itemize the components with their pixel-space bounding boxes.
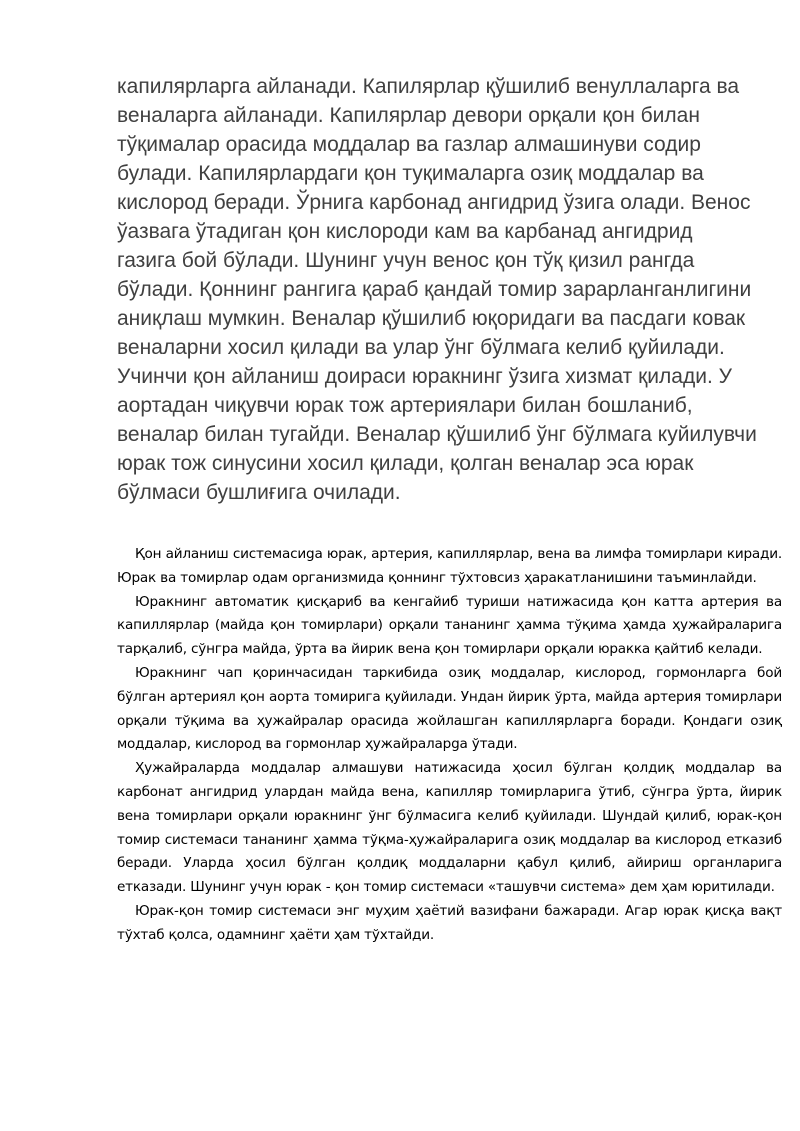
paragraph: Юракнинг чап қоринчасидан таркибида озиқ моддалар, кислород, гормонларга бой бўлган артериял қон аорта томирига қуйилади. Ундан йирик ўрта, майда артерия томирлари орқали тўқима ва ҳужайралар орасида жойлашган капиллярларга боради. Қондаги озиқ моддалар, кислород ва гормонлар ҳужайраларga ўтади. (117, 664, 782, 753)
paragraph: Қон айланиш системасиga юрак, артерия, капиллярлар, вена ва лимфа томирлари киради. Юрак ва томирлар одам организмида қоннинг тўхтовсиз ҳаракатланишини таъминлайди. (117, 546, 782, 586)
paragraph: Ҳужайраларда моддалар алмашуви натижасида ҳосил бўлган қолдиқ моддалар ва карбонат ангидрид улардан майда вена, капилляр томирларига ўтиб, сўнгра ўрта, йирик вена томирлари орқали юракнинг ўнг бўлмасига келиб қуйилади. Шундай қилиб, юрак-қон томир системаси тананинг ҳамма тўқма-ҳужайраларига озиқ моддалар ва кислород етказиб беради. Уларда ҳосил бўлган қолдиқ моддаларни қабул қилиб, айириш органларига етказади. Шунинг учун юрак - қон томир системаси «ташувчи система» дем ҳам юритилади. (117, 760, 782, 896)
text-block-large: капилярларга айланади. Капилярлар қўшилиб венуллаларга ва веналарга айланади. Капилярлар девори орқали қон билан тўқималар орасида моддалар ва газлар алмашинуви содир булади. Капилярлардаги қон туқималарга озиқ моддалар ва кислород беради. Ўрнига карбонад ангидрид ўзига олади. Венос ўазвага ўтадиган қон кислороди кам ва карбанад ангидрид газига бой бўлади. Шунинг учун венос қон тўқ қизил рангда бўлади. Қоннинг рангига қараб қандай томир зарарланганлигини аниқлаш мумкин. Веналар қўшилиб юқоридаги ва пасдаги ковак веналарни хосил қилади ва улар ўнг бўлмага келиб қуйилади. Учинчи қон айланиш доираси юракнинг ўзига хизмат қилади. У аортадан чиқувчи юрак тож артериялари билан бошланиб, веналар билан тугайди. Веналар қўшилиб ўнг бўлмага куйилувчи юрак тож синусини хосил қилади, қолган веналар эса юрак бўлмаси бушлиғига очилади. (117, 75, 757, 504)
paragraph: Юракнинг автоматик қисқариб ва кенгайиб туриши натижасида қон катта артерия ва капиллярлар (майда қон томирлари) орқали тананинг ҳамма тўқима ҳамда ҳужайраларига тарқалиб, сўнгра майда, ўрта ва йирик вена қон томирлари орқали юракка қайтиб келади. (117, 593, 782, 658)
paragraph: Юрак-қон томир системаси энг муҳим ҳаётий вазифани бажаради. Агар юрак қисқа вақт тўхтаб қолса, одамнинг ҳаёти ҳам тўхтайди. (117, 902, 782, 943)
text-block-small (117, 543, 782, 948)
